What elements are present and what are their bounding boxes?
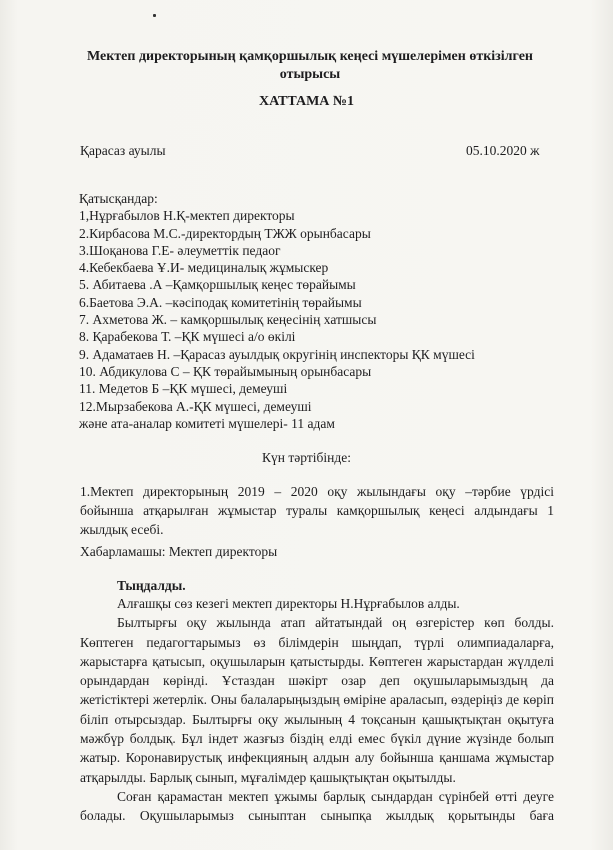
scan-mark	[153, 14, 156, 17]
participant-item: 7. Ахметова Ж. – камқоршылық кеңесінің хатшысы	[79, 312, 377, 328]
participant-item: 10. Абдикулова С – ҚК төрайымының орынбасары	[79, 363, 372, 379]
listened-heading: Тыңдалды.	[117, 578, 186, 593]
agenda-title: Күн тәртібінде:	[262, 450, 351, 465]
participant-item: 1,Нұрғабылов Н.Қ-мектеп директоры	[79, 208, 295, 224]
participant-item: 8. Қарабекова Т. –ҚК мүшесі а/о өкілі	[79, 329, 296, 345]
minutes-body	[80, 594, 554, 826]
participant-item: 12.Мырзабекова А.-ҚК мүшесі, демеуші	[79, 398, 312, 414]
body-paragraph: Былтырғы оқу жылында атап айтатындай оң өзгерістер көп болды. Көптеген педагогтарымыз өз білімдерін шыңдап, түрлі олимпиадаларға, жарыстарға қатысып, оқушыларын қатыстырды. Көптеген жарыстардан жүлделі орындардан көрінді. Ұстаздан шәкірт озар деп оқушыларымыздың да жетістіктері жетерлік. Оны балаларыңыздың өміріне араласып, өздеріңіз де көріп біліп отырсыздар. Былтырғы оқу жылының 4 тоқсанын қашықтықтан оқытуға мәжбүр болдық. Бұл індет жазғыз біздің елді емес бүкіл дүние жүзінде болып жатыр. Коронавирустық инфекцияның алдын алу бойынша қаншама жұмыстар атқарылды. Барлық сынып, мұғалімдер қашықтықтан оқытылды.	[80, 615, 554, 785]
participant-item: және ата-аналар комитеті мүшелері- 11 адам	[79, 415, 335, 431]
participant-item: 2.Кирбасова М.С.-директордың ТЖЖ орынбасары	[79, 225, 371, 241]
participant-item: 11. Медетов Б –ҚК мүшесі, демеуші	[79, 381, 288, 397]
participants-list	[79, 190, 475, 432]
meeting-place: Қарасаз ауылы	[80, 143, 166, 158]
protocol-heading: ХАТТАМА №1	[259, 94, 354, 109]
agenda-item: 1.Мектеп директорының 2019 – 2020 оқу жылындағы оқу –тәрбие үрдісі бойынша атқарылған жұмыстар туралы камқоршылық кеңесі алдындағы 1 жылдық есебі.	[80, 484, 554, 537]
meeting-date: 05.10.2020 ж	[466, 143, 540, 158]
participant-item: 3.Шоқанова Г.Е- әлеуметтік педаог	[79, 242, 281, 258]
reporter-line: Хабарламашы: Мектеп директоры	[80, 544, 278, 559]
participant-item: 4.Кебекбаева Ұ.И- медициналық жұмыскер	[79, 260, 329, 276]
participant-item: 6.Баетова Э.А. –кәсіподақ комитетінің төрайымы	[79, 294, 362, 310]
document-title: Мектеп директорының қамқоршылық кеңесі мүшелерімен өткізілген	[87, 49, 533, 64]
participant-item: 5. Абитаева .А –Қамқоршылық кеңес төрайымы	[79, 277, 356, 293]
document-title-continued: отырысы	[279, 67, 341, 82]
body-paragraph: Алғашқы сөз кезегі мектеп директоры Н.Нұрғабылов алды.	[117, 596, 460, 611]
participants-label: Қатысқандар:	[79, 191, 158, 206]
participant-item: 9. Адаматаев Н. –Қарасаз ауылдық округінің инспекторы ҚК мүшесі	[79, 346, 475, 362]
body-paragraph: Соған қарамастан мектеп ұжымы барлық сындардан сүрінбей өтті деуге болады. Оқушыларымыз сыныптан сыныпқа жылдық қорытынды баға	[80, 788, 554, 824]
